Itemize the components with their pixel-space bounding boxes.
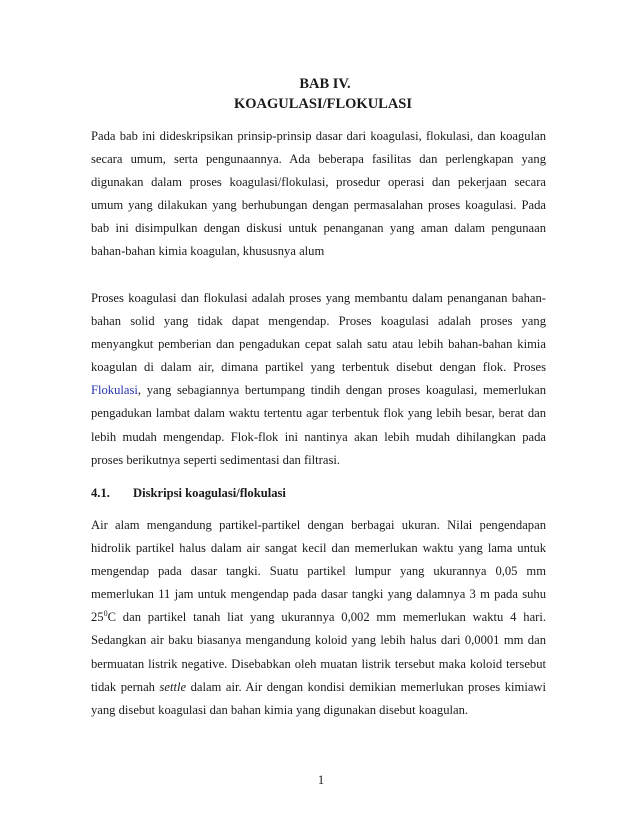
text-line: bahan solid yang tidak dapat mengendap. Proses koagulasi adalah proses yang bbox=[91, 314, 546, 329]
text-line: secara umum, serta pengunaannya. Ada beberapa fasilitas dan perlengkapan yang bbox=[91, 152, 546, 167]
flokulasi-link[interactable]: Flokulasi bbox=[91, 383, 138, 398]
text-line bbox=[91, 676, 546, 699]
text-line: mengendap pada dasar tangki. Suatu partikel lumpur yang ukurannya 0,05 mm bbox=[91, 564, 546, 579]
page-number: 1 bbox=[317, 773, 325, 787]
text-line: hidrolik partikel halus dalam air sangat kecil dan memerlukan waktu yang lama untuk bbox=[91, 541, 546, 556]
chapter-title: BAB IV. bbox=[299, 76, 351, 92]
text-segment: , yang sebagiannya bertumpang tindih dengan proses koagulasi, memerlukan bbox=[137, 383, 546, 398]
text-line: umum yang dilakukan yang berhubungan dengan permasalahan proses koagulasi. Pada bbox=[91, 198, 546, 213]
text-line: lebih mudah mengendap. Flok-flok ini nantinya akan lebih mudah dihilangkan pada bbox=[91, 429, 546, 444]
chapter-subtitle: KOAGULASI/FLOKULASI bbox=[233, 96, 413, 112]
text-line: memerlukan 11 jam untuk mengendap pada dasar tangki yang dalamnya 3 m pada suhu bbox=[91, 587, 546, 602]
text-line: koagulan di dalam air, dimana partikel yang terbentuk disebut dengan flok. Proses bbox=[91, 360, 546, 375]
text-segment: tidak pernah bbox=[91, 679, 160, 694]
text-line: bermuatan listrik negative. Disebabkan oleh muatan listrik tersebut maka koloid tersebut bbox=[91, 656, 546, 671]
text-line: pengadukan lambat dalam waktu tertentu agar terbentuk flok yang lebih besar, berat dan bbox=[91, 406, 546, 421]
italic-term: settle bbox=[159, 679, 187, 694]
intro-paragraph bbox=[91, 125, 546, 264]
degree-superscript: 0 bbox=[103, 609, 108, 619]
text-line: proses berikutnya seperti sedimentasi dan filtrasi. bbox=[91, 452, 341, 467]
text-segment: C dan partikel tanah liat yang ukurannya 0,002 mm memerlukan waktu 4 hari. bbox=[107, 610, 546, 625]
text-line: Proses koagulasi dan flokulasi adalah proses yang membantu dalam penanganan bahan- bbox=[91, 291, 546, 305]
section-title: Diskripsi koagulasi/flokulasi bbox=[133, 486, 286, 500]
description-paragraph bbox=[91, 514, 546, 722]
text-line bbox=[91, 606, 546, 629]
text-line: menyangkut pemberian dan pengadukan cepat salah satu atau lebih bahan-bahan kimia bbox=[91, 337, 546, 352]
temperature-value: 25 bbox=[91, 610, 104, 625]
process-paragraph bbox=[91, 287, 546, 472]
text-line: Pada bab ini dideskripsikan prinsip-prinsip dasar dari koagulasi, flokulasi, dan koagulan bbox=[91, 129, 546, 143]
text-line: Air alam mengandung partikel-partikel dengan berbagai ukuran. Nilai pengendapan bbox=[91, 518, 546, 532]
text-segment: dalam air. Air dengan kondisi demikian memerlukan proses kimiawi bbox=[186, 679, 546, 694]
text-line: digunakan dalam proses koagulasi/flokulasi, prosedur operasi dan pekerjaan secara bbox=[91, 175, 546, 190]
text-line: Sedangkan air baku biasanya mengandung koloid yang lebih halus dari 0,0001 mm dan bbox=[91, 633, 546, 648]
section-number: 4.1. bbox=[91, 486, 110, 500]
text-line bbox=[91, 379, 546, 402]
text-line: bahan-bahan kimia koagulan, khususnya alum bbox=[91, 244, 325, 259]
section-heading bbox=[91, 486, 286, 501]
text-line: bab ini disimpulkan dengan diskusi untuk penanganan yang aman dalam pengunaan bbox=[91, 221, 546, 236]
text-line: yang disebut koagulasi dan bahan kimia yang digunakan disebut koagulan. bbox=[91, 702, 469, 717]
